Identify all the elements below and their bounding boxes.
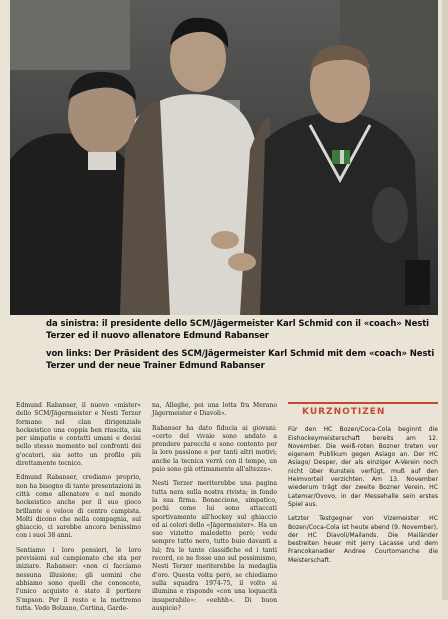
caption-italian: da sinistra: il presidente dello SCM/Jägermeister Karl Schmid con il «coach» Nesti Terzer ed il nuovo allenatore Edmund Rabanser [46, 319, 429, 341]
kurznotizen-column [288, 402, 438, 571]
paragraph: Edmund Rabanser, crediamo proprio, non ha bisogno di tante presentazioni in città come allenatore e nel mondo hockeistico anche per il suo gioco brillante e veloce di centro campista. Molti dicono che nella compagnia, sul ghiaccio, ci sarebbe ancora benissimo con i suoi 38 anni. [16, 474, 141, 540]
section-rule [288, 402, 438, 404]
paragraph: Edmund Rabanser, il nuovo «mister» dello SCM/Jägermeister e Nesti Terzer formano nel clan dirigenziale hockeistico una coppia ben riuscita, sia per simpatie e contatti umani e decisi nello stesso momento nel confronti dei g'ocatori, sia sotto un profilo più direttamente tecnico. [16, 402, 141, 468]
section-title: KURZNOTIZEN [302, 407, 386, 417]
photo-illustration [10, 0, 438, 315]
paragraph: Rabanser ha dato fiducia ai giovani: «certo del vivaio sono andato a prendere parecchi e sono contento per la loro passione e per tanti altri motivi; anche la tecnica verrà con il tempo, un paio sono già ottimamente all'altezza». [152, 424, 277, 474]
article-column-1 [16, 402, 141, 619]
article-columns [16, 402, 441, 612]
paragraph: Sentiamo i loro pensieri, le loro previsioni sul campionato che sta per iniziare. Rabanser: «non ci facciamo nessuna illusione; gli uomini che abbiamo sono quelli che conoscete, l'unico acquisto è stato il portiere S'mpson. Per il resto e la mettremo tutta. Vedo Bolzano, Cortina, Garde- [16, 546, 141, 612]
paragraph: na, Alleghe, poi una lotta fra Merano Jägermeister e Diavoli». [152, 402, 277, 418]
article-column-2 [152, 402, 277, 619]
paragraph: Für den HC Bozen/Coca-Cola beginnt die Eishockeymeisterschaft bereits am 12. November. Die weiß-roten Bozner treten vor eigenem Publikum gegen Asiago an. Der HC Asiago/ Desper, der als einziger A-Verein noch nicht über Kunsteis verfügt, muß auf den Heimvorteil verzichten. Am 13. November wiederum trägt der zweite Bozner Verein, HC Latemar/Ovovo, in der Messehalle sein erstes Spiel aus. [288, 426, 438, 508]
kurznotizen-body [288, 426, 438, 565]
caption-german: von links: Der Präsident des SCM/Jägermeister Karl Schmid mit dem «coach» Nesti Terzer und der neue Trainer Edmund Rabanser [46, 349, 435, 371]
team-photo [10, 0, 438, 315]
page-edge [442, 0, 448, 600]
photo-captions [46, 318, 441, 378]
paragraph: Letzter Testgegner von Vizemeister HC Bozen/Coca-Cola ist heute abend (9. November), der HC Diavoli/Mailands. Die Mailänder bestreiten heuer mit Jerry Lacasse und dem Francokanadier Andree Courtomanche die Meisterschaft. [288, 515, 438, 564]
paragraph: Nesti Terzer meriterebbe una pagina tutta nera sulla nostra rivista; in fondo la sua firma. Bonaccione, simpatico, pochi come lui sono attaccati sportivamente all'hockey sul ghiaccio ed ai colori dello «Jägermeister». Ha un suo vizietto maledetto però; vede sempre tutto nero, tutto buio davanti a lui; fra le tante classifiche ed i tanti record, ce ne fosse uno sul pessimismo, Nesti Terzer meriterebbe la medaglia d'oro. Questa volta però, se chiediamo sulla squadra 1974-75, il volto si illumina e risponde «con una loquacità insuperabile»: «eehhh». Di buon auspicio? [152, 480, 277, 612]
